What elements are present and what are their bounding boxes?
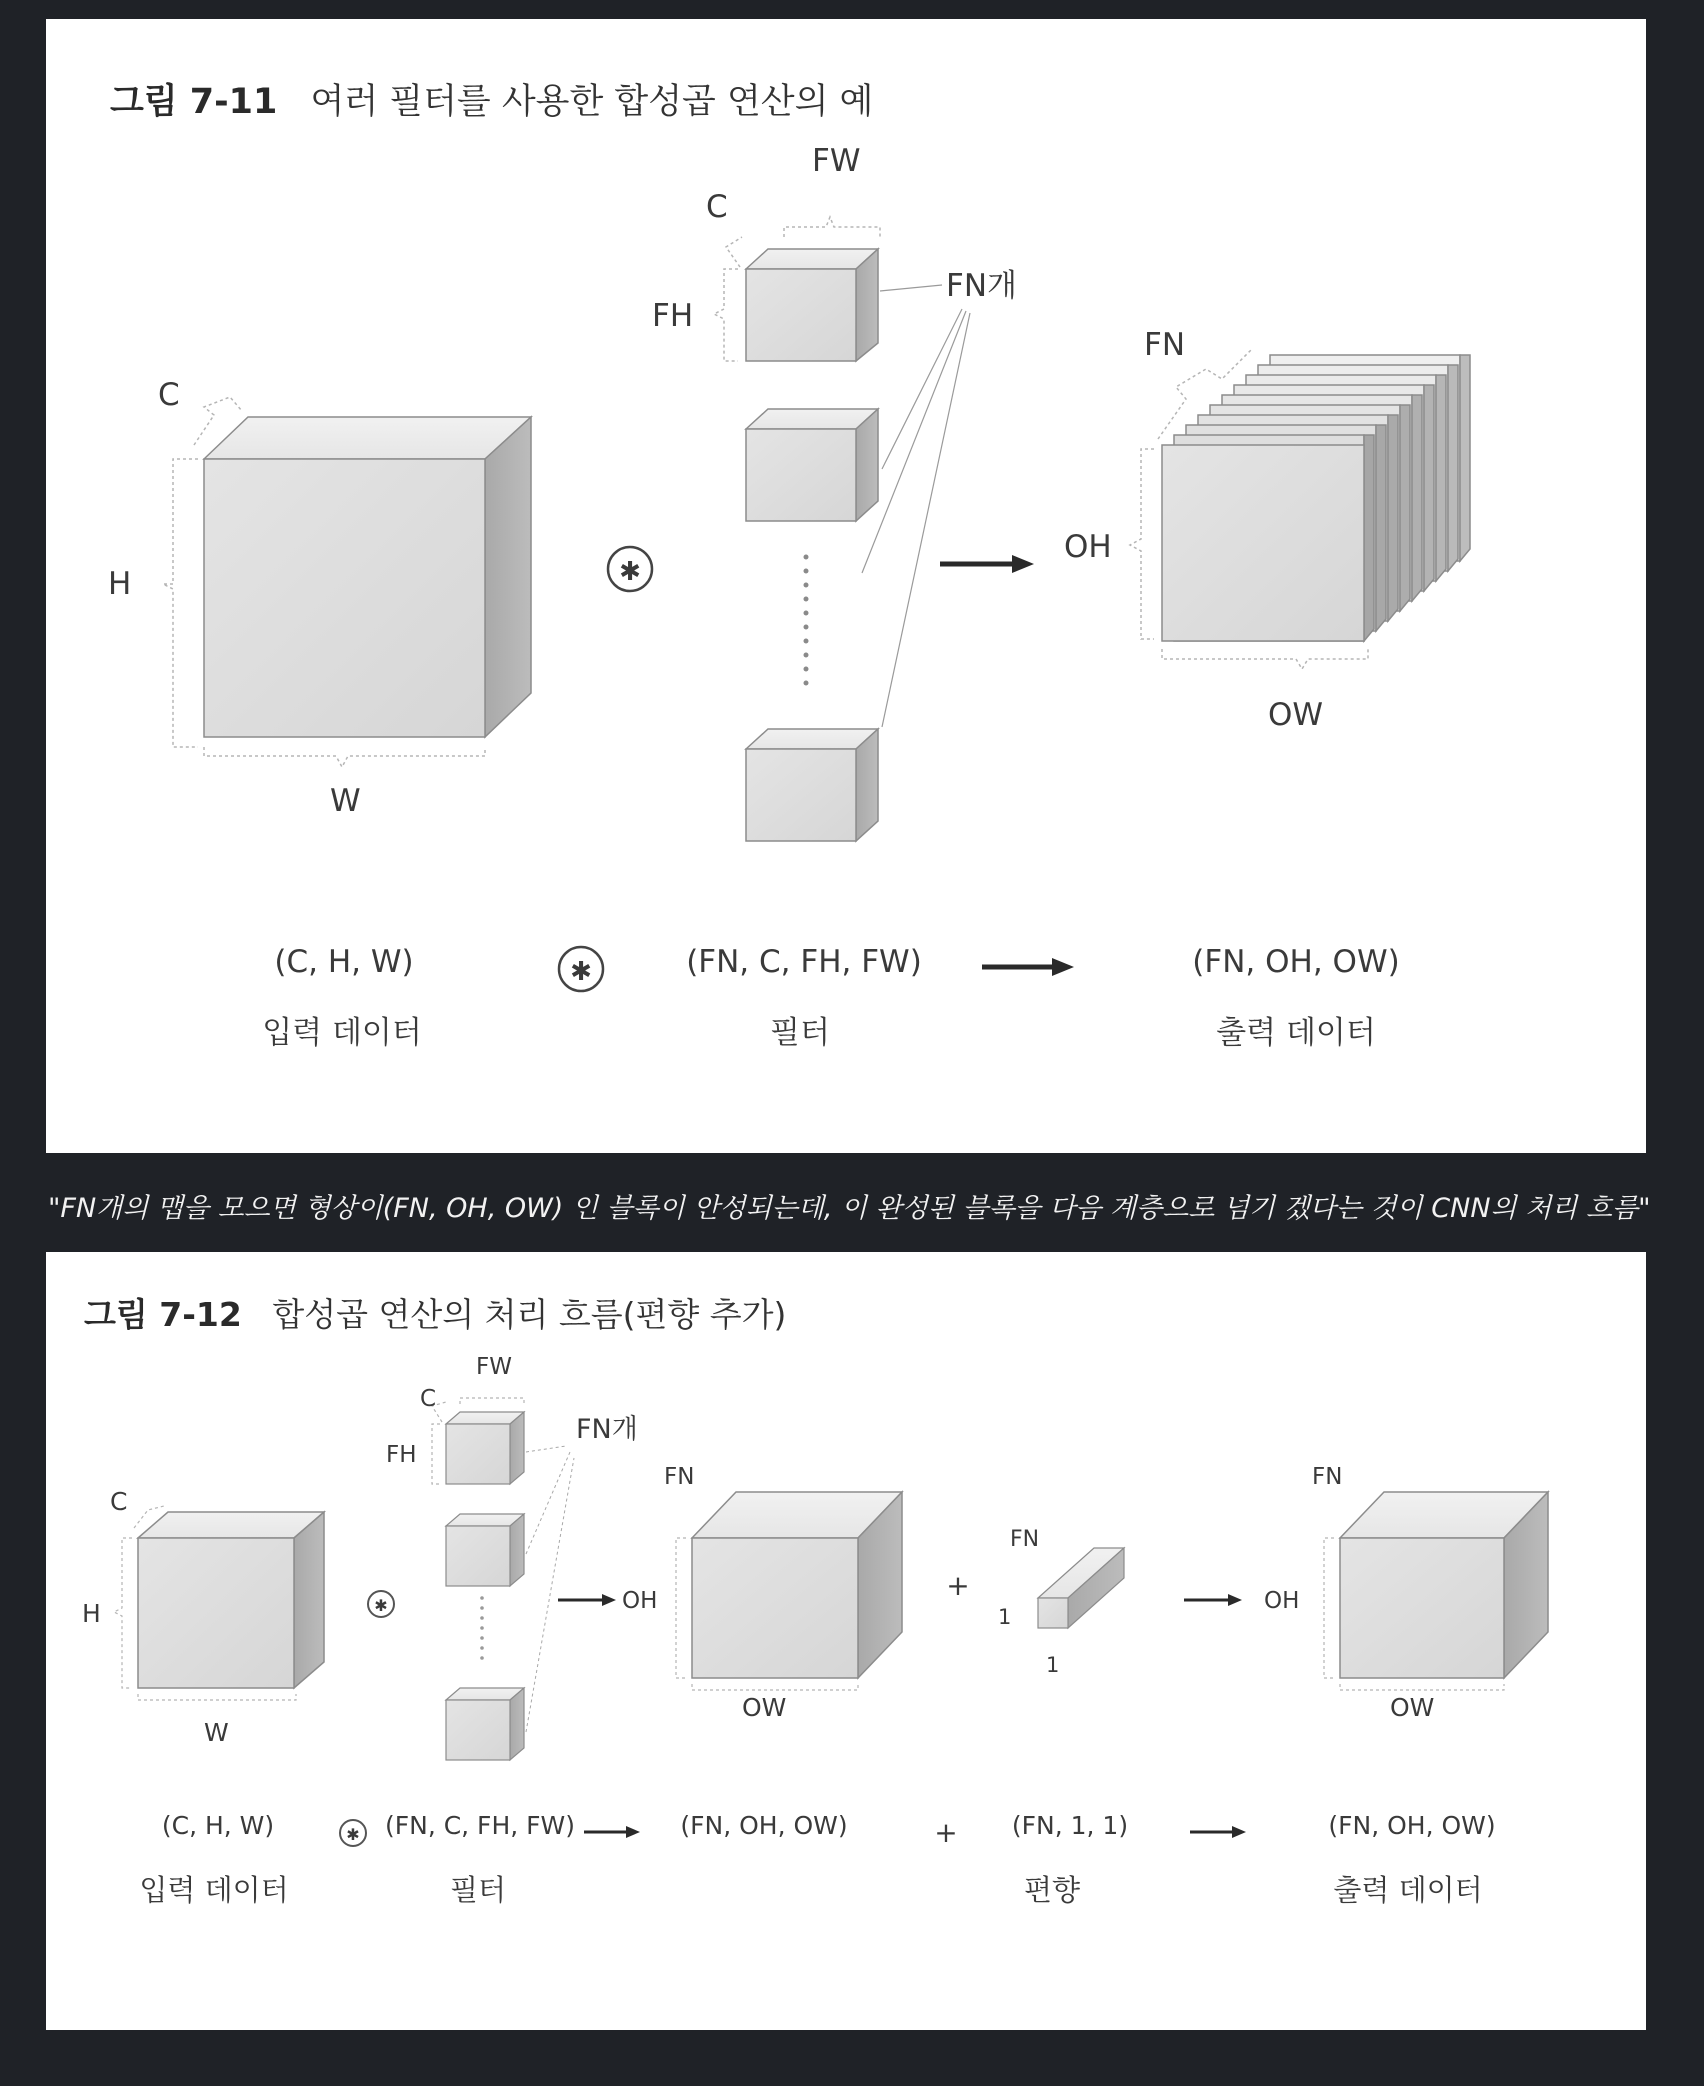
filter-cube-2 <box>746 409 878 521</box>
output-shape-text: (FN, OH, OW) <box>1192 944 1400 980</box>
intermediate-output-cube <box>692 1492 902 1678</box>
figure-7-12-diagram <box>46 1252 1646 2030</box>
convolution-icon: ✱ <box>570 957 592 987</box>
figure-number: 그림 7-11 <box>110 82 278 122</box>
arrow-right-shape-row-1 <box>584 1826 640 1838</box>
arrow-right-shape-row <box>982 958 1074 976</box>
input-data-cube <box>204 417 531 737</box>
input-h-label: H <box>82 1599 101 1628</box>
plus-sign: + <box>946 1569 970 1602</box>
output-name-text: 출력 데이터 <box>1216 1015 1376 1051</box>
filter-shape-text: (FN, C, FH, FW) <box>384 1811 576 1840</box>
convolution-icon: ✱ <box>619 557 641 587</box>
figure-7-11-diagram <box>46 19 1646 1153</box>
convolution-symbol <box>368 1591 394 1617</box>
svg-text:그림 7-11 여러 필터를 사용한 합성곱 연산의 <box>110 81 873 122</box>
arrow-right <box>940 555 1034 573</box>
input-c-label: C <box>110 1487 128 1516</box>
bias-shape-text: (FN, 1, 1) <box>1011 1811 1129 1840</box>
filter-fw-label: FW <box>812 143 861 179</box>
svg-text:그림 7-12 합성곱 연산의 처리 흐름(편향 추 <box>84 1295 786 1334</box>
filter-shape-text: (FN, C, FH, FW) <box>686 944 922 980</box>
output-ow-label: OW <box>1268 697 1324 733</box>
figure-7-11-panel <box>46 19 1646 1153</box>
convolution-icon: ✱ <box>346 1825 360 1844</box>
output-ow-label: OW <box>1390 1693 1435 1722</box>
output-oh-label: OH <box>1064 529 1112 565</box>
bias-one-height-label: 1 <box>998 1605 1012 1629</box>
filter-count-leader-lines <box>862 285 970 727</box>
output-fn-label: FN <box>1144 327 1186 363</box>
convolution-symbol-shape-row <box>340 1820 366 1846</box>
filter-dots <box>804 555 809 686</box>
output-name-text: 출력 데이터 <box>1333 1873 1483 1907</box>
plus-sign-shape-row: + <box>934 1816 958 1849</box>
filter-dots <box>480 1596 484 1660</box>
mid-ow-label: OW <box>742 1693 787 1722</box>
filter-c-label: C <box>706 189 728 225</box>
quote-caption: "FN개의 맵을 모으면 형상이(FN, OH, OW) 인 블록이 안성되는데, 이 완성된 블록을 다음 계층으로 넘기 겠다는 것이 CNN의 처리 흐름" <box>48 1193 1651 1224</box>
input-name-text: 입력 데이터 <box>139 1873 289 1907</box>
output-fn-label: FN <box>1312 1464 1343 1490</box>
bias-fn-label: FN <box>1010 1527 1040 1552</box>
convolution-symbol <box>608 547 652 591</box>
output-shape-text: (FN, OH, OW) <box>1328 1811 1496 1840</box>
filter-cube-2 <box>446 1514 524 1586</box>
input-name-text: 입력 데이터 <box>262 1015 422 1051</box>
filter-count-label: FN개 <box>946 268 1017 304</box>
input-shape-text: (C, H, W) <box>274 944 414 980</box>
filter-count-label: FN개 <box>576 1414 638 1445</box>
arrow-right-2 <box>1184 1594 1242 1606</box>
filter-cube-last <box>446 1688 524 1760</box>
mid-oh-label: OH <box>622 1588 658 1614</box>
bias-block <box>1038 1548 1124 1628</box>
mid-fn-label: FN <box>664 1464 695 1490</box>
bias-name-text: 편향 <box>1023 1873 1081 1907</box>
bias-one-width-label: 1 <box>1046 1653 1060 1677</box>
convolution-icon: ✱ <box>374 1596 388 1615</box>
input-h-label: H <box>108 566 132 602</box>
output-oh-label: OH <box>1264 1588 1300 1614</box>
input-shape-text: (C, H, W) <box>161 1811 275 1840</box>
filter-fw-label: FW <box>476 1354 512 1380</box>
arrow-right-shape-row-2 <box>1190 1826 1246 1838</box>
figure-number: 그림 7-12 <box>84 1295 242 1334</box>
input-data-cube <box>138 1512 324 1688</box>
figure-title: 여러 필터를 사용한 합성곱 연산의 예 <box>310 82 874 122</box>
mid-shape-text: (FN, OH, OW) <box>680 1811 848 1840</box>
convolution-symbol-shape-row <box>559 947 603 991</box>
input-c-label: C <box>158 377 180 413</box>
input-w-label: W <box>330 783 361 819</box>
arrow-right-1 <box>558 1594 616 1606</box>
filter-cube-1 <box>446 1412 524 1484</box>
filter-name-text: 필터 <box>770 1015 830 1051</box>
filter-c-label: C <box>420 1386 437 1412</box>
filter-name-text: 필터 <box>449 1873 507 1907</box>
filter-fh-label: FH <box>386 1442 417 1468</box>
filter-cube-last <box>746 729 878 841</box>
filter-fh-label: FH <box>652 298 694 334</box>
figure-title: 합성곱 연산의 처리 흐름(편향 추가) <box>272 1295 787 1334</box>
output-data-stack <box>1162 355 1470 641</box>
filter-count-leader-lines <box>526 1446 574 1732</box>
filter-cube-1 <box>746 249 878 361</box>
input-w-label: W <box>204 1718 229 1747</box>
output-data-cube <box>1340 1492 1548 1678</box>
figure-7-12-panel <box>46 1252 1646 2030</box>
